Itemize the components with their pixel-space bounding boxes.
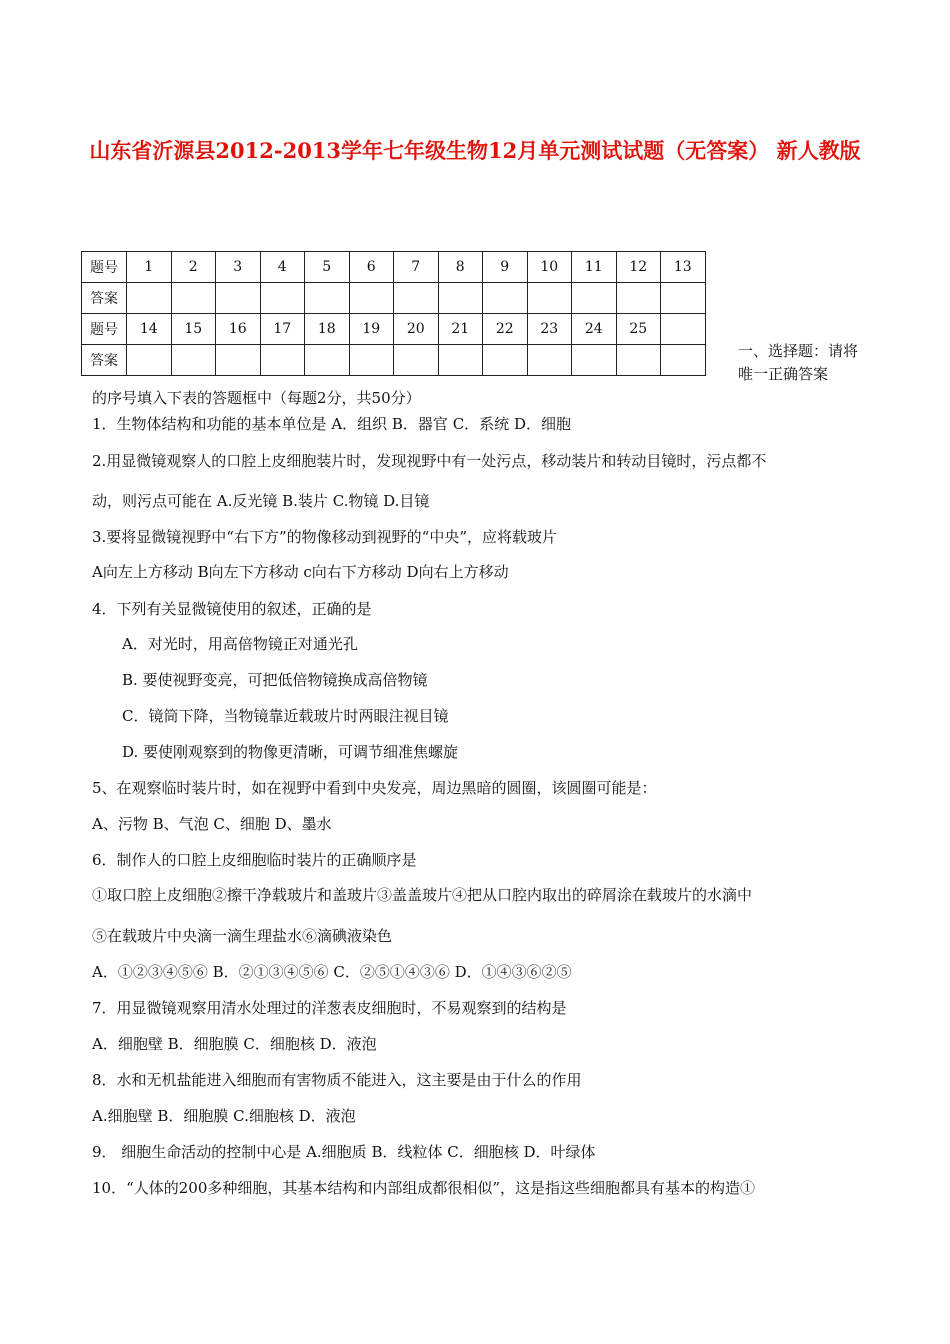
question-5-options: A、污物 B、气泡 C、细胞 D、墨水	[92, 815, 332, 833]
number-cell: 20	[394, 314, 439, 345]
answer-cell	[661, 283, 706, 314]
question-8: 8．水和无机盐能进入细胞而有害物质不能进入，这主要是由于什么的作用	[92, 1071, 582, 1089]
number-cell: 1	[127, 252, 172, 283]
answer-cell	[305, 345, 350, 376]
question-3-options: A向左上方移动 B向左下方移动 c向右下方移动 D向右上方移动	[92, 563, 509, 581]
question-10: 10．“人体的200多种细胞，其基本结构和内部组成都很相似”，这是指这些细胞都具有基本的构造①	[92, 1179, 756, 1197]
number-cell: 9	[483, 252, 528, 283]
question-6-steps-2: ⑤在载玻片中央滴一滴生理盐水⑥滴碘液染色	[92, 927, 393, 945]
table-row	[82, 283, 706, 314]
number-cell: 18	[305, 314, 350, 345]
number-cell: 21	[438, 314, 483, 345]
number-cell: 15	[171, 314, 216, 345]
row-label: 题号	[82, 314, 127, 345]
number-cell: 22	[483, 314, 528, 345]
question-6-steps-1: ①取口腔上皮细胞②擦干净载玻片和盖玻片③盖盖玻片④把从口腔内取出的碎屑涂在载玻片的水滴中	[92, 886, 753, 904]
answer-cell	[616, 345, 661, 376]
answer-cell	[661, 345, 706, 376]
answer-cell	[483, 283, 528, 314]
answer-cell	[127, 345, 172, 376]
answer-cell	[527, 345, 572, 376]
answer-table	[81, 251, 706, 376]
row-label: 答案	[82, 283, 127, 314]
number-cell: 3	[216, 252, 261, 283]
question-3: 3.要将显微镜视野中“右下方”的物像移动到视野的“中央”，应将载玻片	[92, 528, 557, 546]
row-label: 题号	[82, 252, 127, 283]
answer-cell	[216, 345, 261, 376]
instruction-line: 的序号填入下表的答题框中（每题2分，共50分）	[92, 389, 421, 407]
answer-cell	[171, 345, 216, 376]
answer-cell	[572, 345, 617, 376]
table-row	[82, 314, 706, 345]
question-5: 5、在观察临时装片时，如在视野中看到中央发亮，周边黑暗的圆圈，该圆圈可能是：	[92, 779, 657, 797]
question-9: 9． 细胞生命活动的控制中心是 A.细胞质 B．线粒体 C．细胞核 D．叶绿体	[92, 1143, 596, 1161]
question-2-options: 动，则污点可能在 A.反光镜 B.装片 C.物镜 D.目镜	[92, 492, 430, 510]
question-1: 1．生物体结构和功能的基本单位是 A．组织 B．器官 C．系统 D．细胞	[92, 415, 571, 433]
answer-cell	[260, 345, 305, 376]
answer-cell	[171, 283, 216, 314]
question-2: 2.用显微镜观察人的口腔上皮细胞装片时，发现视野中有一处污点，移动装片和转动目镜时，污点都不	[92, 452, 767, 470]
answer-cell	[616, 283, 661, 314]
question-4-option-d: D. 要使刚观察到的物像更清晰，可调节细准焦螺旋	[122, 743, 459, 761]
answer-cell	[127, 283, 172, 314]
answer-cell	[438, 283, 483, 314]
answer-cell	[349, 345, 394, 376]
number-cell: 2	[171, 252, 216, 283]
page-title: 山东省沂源县2012-2013学年七年级生物12月单元测试试题（无答案） 新人教版	[89, 138, 861, 163]
answer-cell	[216, 283, 261, 314]
question-6: 6．制作人的口腔上皮细胞临时装片的正确顺序是	[92, 851, 417, 869]
number-cell: 11	[572, 252, 617, 283]
number-cell: 5	[305, 252, 350, 283]
number-cell: 25	[616, 314, 661, 345]
answer-cell	[438, 345, 483, 376]
number-cell: 16	[216, 314, 261, 345]
answer-cell	[394, 283, 439, 314]
answer-cell	[572, 283, 617, 314]
number-cell: 17	[260, 314, 305, 345]
question-8-options: A.细胞壁 B．细胞膜 C.细胞核 D．液泡	[92, 1107, 356, 1125]
question-4-option-a: A．对光时，用高倍物镜正对通光孔	[122, 635, 358, 653]
number-cell: 23	[527, 314, 572, 345]
number-cell: 13	[661, 252, 706, 283]
answer-cell	[483, 345, 528, 376]
number-cell: 4	[260, 252, 305, 283]
question-4-option-b: B. 要使视野变亮，可把低倍物镜换成高倍物镜	[122, 671, 428, 689]
section-heading: 一、选择题：请将唯一正确答案	[738, 342, 859, 383]
answer-cell	[394, 345, 439, 376]
question-4: 4．下列有关显微镜使用的叙述，正确的是	[92, 600, 372, 618]
table-row	[82, 345, 706, 376]
table-row	[82, 252, 706, 283]
answer-cell	[260, 283, 305, 314]
question-7-options: A．细胞壁 B．细胞膜 C．细胞核 D．液泡	[92, 1035, 377, 1053]
number-cell: 7	[394, 252, 439, 283]
number-cell: 6	[349, 252, 394, 283]
question-4-option-c: C．镜筒下降，当物镜靠近载玻片时两眼注视目镜	[122, 707, 449, 725]
number-cell: 8	[438, 252, 483, 283]
number-cell: 12	[616, 252, 661, 283]
answer-cell	[305, 283, 350, 314]
answer-cell	[349, 283, 394, 314]
question-7: 7．用显微镜观察用清水处理过的洋葱表皮细胞时，不易观察到的结构是	[92, 999, 567, 1017]
number-cell: 14	[127, 314, 172, 345]
answer-cell	[527, 283, 572, 314]
row-label: 答案	[82, 345, 127, 376]
number-cell: 10	[527, 252, 572, 283]
number-cell	[661, 314, 706, 345]
number-cell: 19	[349, 314, 394, 345]
number-cell: 24	[572, 314, 617, 345]
question-6-options: A．①②③④⑤⑥ B．②①③④⑤⑥ C．②⑤①④③⑥ D．①④③⑥②⑤	[92, 963, 572, 981]
